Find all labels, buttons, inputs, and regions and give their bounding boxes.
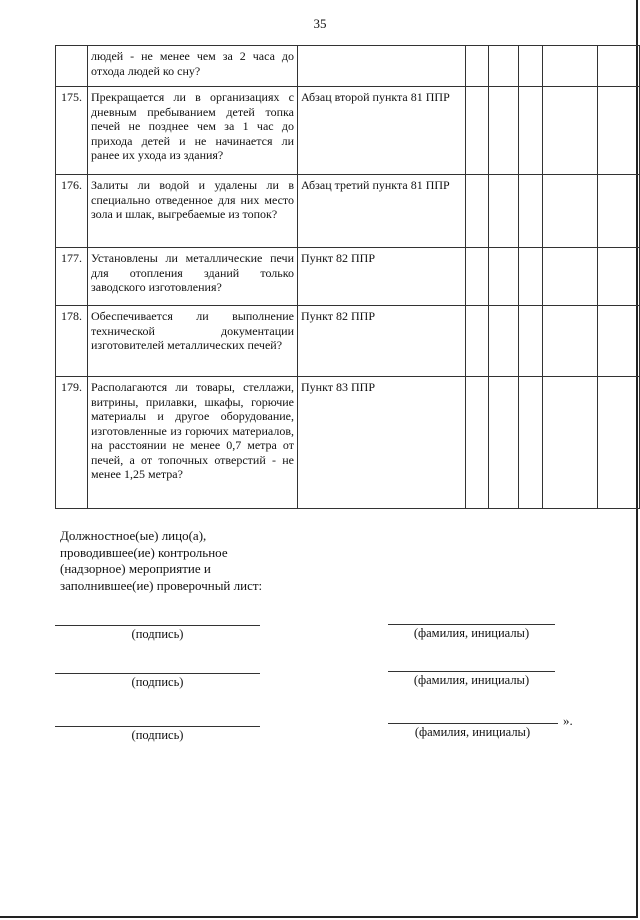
signature-line[interactable] [55, 625, 260, 626]
row-question: Установлены ли металлические печи для отопления зданий только заводского изготовления? [88, 248, 298, 306]
row-question: Прекращается ли в организациях с дневным пребыванием детей топка печей не позднее чем за 1 час до прихода детей и не начинается ли ранее их ухода из здания? [88, 87, 298, 175]
signature-line[interactable] [55, 673, 260, 674]
mark-cell-note[interactable] [598, 46, 640, 87]
mark-cell-yes[interactable] [466, 248, 489, 306]
signature-intro-line: (надзорное) мероприятие и [60, 561, 211, 576]
signature-intro [60, 528, 262, 594]
signature-caption: (подпись) [131, 728, 184, 742]
page-number: 35 [313, 16, 327, 31]
mark-cell-extra[interactable] [543, 87, 598, 175]
row-question: Обеспечивается ли выполнение технической документации изготовителей металлических печей? [88, 306, 298, 377]
table-row [56, 248, 640, 306]
row-number: 178. [56, 306, 88, 377]
row-number [56, 46, 88, 87]
mark-cell-note[interactable] [598, 175, 640, 248]
mark-cell-extra[interactable] [543, 46, 598, 87]
mark-cell-na[interactable] [519, 175, 543, 248]
mark-cell-no[interactable] [489, 87, 519, 175]
mark-cell-na[interactable] [519, 306, 543, 377]
row-reference: Абзац второй пункта 81 ППР [298, 87, 466, 175]
table-row [56, 377, 640, 509]
checklist-table [55, 45, 640, 509]
mark-cell-extra[interactable] [543, 306, 598, 377]
mark-cell-note[interactable] [598, 87, 640, 175]
mark-cell-yes[interactable] [466, 175, 489, 248]
mark-cell-extra[interactable] [543, 248, 598, 306]
mark-cell-na[interactable] [519, 377, 543, 509]
row-reference: Пункт 82 ППР [298, 306, 466, 377]
signature-intro-line: Должностное(ые) лицо(а), [60, 528, 207, 543]
name-line[interactable] [388, 671, 555, 672]
mark-cell-yes[interactable] [466, 377, 489, 509]
mark-cell-note[interactable] [598, 306, 640, 377]
mark-cell-yes[interactable] [466, 87, 489, 175]
mark-cell-yes[interactable] [466, 46, 489, 87]
row-reference: Пункт 82 ППР [298, 248, 466, 306]
row-reference: Абзац третий пункта 81 ППР [298, 175, 466, 248]
row-question: Залиты ли водой и удалены ли в специально отведенное для них место зола и шлак, выгребаемые из топок? [88, 175, 298, 248]
row-reference: Пункт 83 ППР [298, 377, 466, 509]
signature-caption: (подпись) [131, 627, 184, 641]
name-line[interactable] [388, 624, 555, 625]
name-line[interactable] [388, 723, 558, 724]
mark-cell-na[interactable] [519, 87, 543, 175]
row-number: 177. [56, 248, 88, 306]
closing-quote: ». [563, 713, 573, 728]
row-number: 175. [56, 87, 88, 175]
mark-cell-note[interactable] [598, 248, 640, 306]
signature-intro-line: проводившее(ие) контрольное [60, 544, 228, 560]
table-row [56, 306, 640, 377]
row-reference [298, 46, 466, 87]
mark-cell-extra[interactable] [543, 377, 598, 509]
mark-cell-na[interactable] [519, 46, 543, 87]
row-number: 179. [56, 377, 88, 509]
signature-line[interactable] [55, 726, 260, 727]
row-number: 176. [56, 175, 88, 248]
name-caption: (фамилия, инициалы) [413, 673, 530, 687]
mark-cell-no[interactable] [489, 306, 519, 377]
signature-intro-line: заполнившее(ие) проверочный лист: [60, 577, 263, 593]
row-question: людей - не менее чем за 2 часа до отхода людей ко сну? [88, 46, 298, 87]
table-row [56, 87, 640, 175]
table-row [56, 175, 640, 248]
mark-cell-no[interactable] [489, 248, 519, 306]
mark-cell-no[interactable] [489, 377, 519, 509]
signature-caption: (подпись) [131, 675, 184, 689]
mark-cell-yes[interactable] [466, 306, 489, 377]
table-row [56, 46, 640, 87]
row-question: Располагаются ли товары, стеллажи, витрины, прилавки, шкафы, горючие материалы и другое оборудование, изготовленные из горючих материалов, на расстоянии не менее 0,7 метра от печей, а от топочных отверстий - не менее 1,25 метра? [88, 377, 298, 509]
mark-cell-no[interactable] [489, 46, 519, 87]
name-caption: (фамилия, инициалы) [414, 725, 531, 739]
mark-cell-na[interactable] [519, 248, 543, 306]
mark-cell-no[interactable] [489, 175, 519, 248]
name-caption: (фамилия, инициалы) [413, 626, 530, 640]
mark-cell-note[interactable] [598, 377, 640, 509]
mark-cell-extra[interactable] [543, 175, 598, 248]
